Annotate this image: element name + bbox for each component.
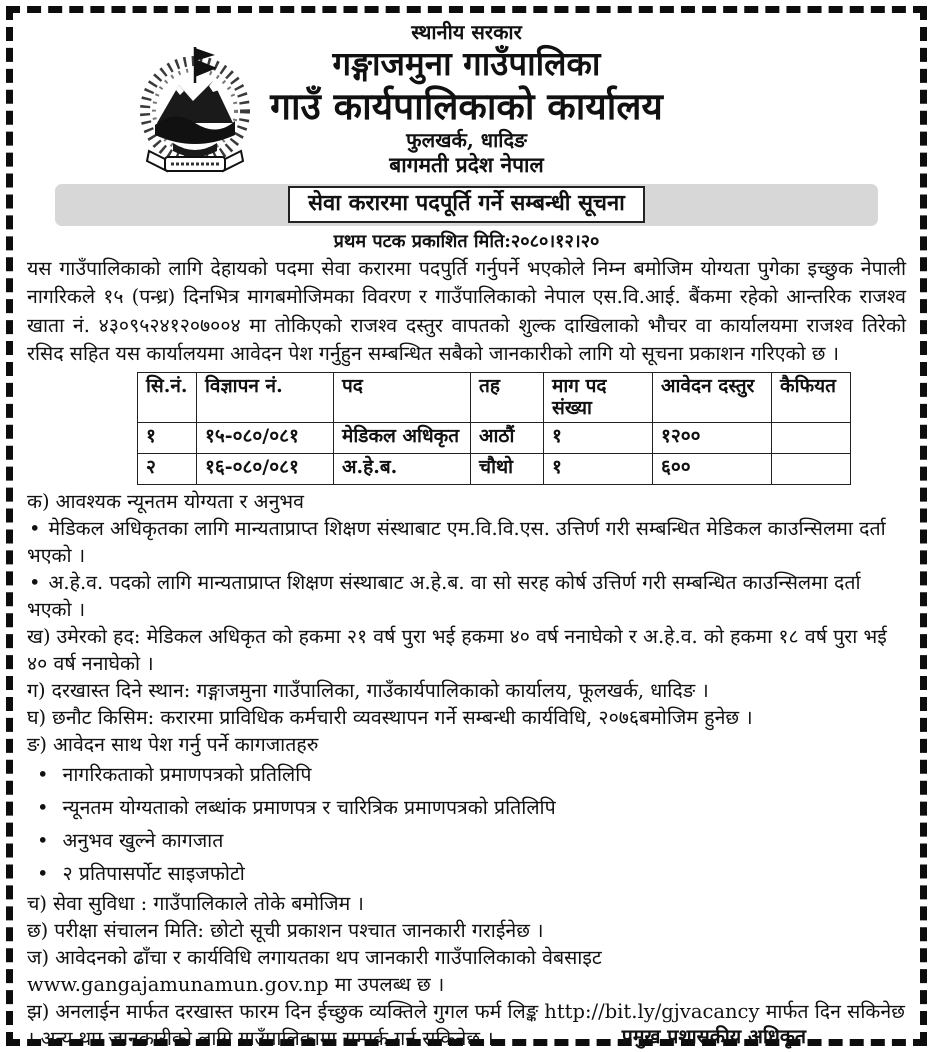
bullet-item bbox=[27, 515, 906, 569]
signature-title: प्रमुख प्रशासकीय अधिकृत bbox=[621, 1025, 806, 1049]
municipality-name: गङ्गाजमुना गाउँपालिका bbox=[332, 44, 601, 83]
table-cell: ६०० bbox=[653, 454, 772, 485]
section-label: झ) bbox=[27, 1000, 50, 1024]
table-cell: १६-०८०/०८१ bbox=[197, 454, 334, 485]
government-label: स्थानीय सरकार bbox=[411, 20, 522, 44]
column-header: कैफियत bbox=[772, 372, 851, 423]
bullet-icon: • bbox=[37, 796, 49, 820]
province-name: बागमती प्रदेश नेपाल bbox=[389, 152, 544, 178]
column-header: विज्ञापन नं. bbox=[197, 372, 334, 423]
table-cell bbox=[772, 423, 851, 454]
section-label: ग) bbox=[27, 679, 46, 703]
section-label: ङ) bbox=[27, 733, 48, 757]
table-cell: १ bbox=[544, 423, 653, 454]
section-label: छ) bbox=[27, 919, 49, 943]
section-line bbox=[27, 704, 906, 731]
section-line bbox=[27, 731, 906, 758]
section-label: च) bbox=[27, 892, 47, 916]
section-text: आवश्यक न्यूनतम योग्यता र अनुभव bbox=[55, 490, 304, 514]
section-line bbox=[27, 944, 906, 998]
publication-date: प्रथम पटक प्रकाशित मिति:२०८०।१२।२० bbox=[333, 230, 600, 252]
notice-title-bar bbox=[55, 184, 878, 226]
section-text: उमेरको हद: मेडिकल अधिकृत को हकमा २१ वर्ष पुरा भई हकमा ४० वर्ष ननाघेको र अ.हे.व. को हकमा १८ वर्ष पुरा भई ४० वर्ष ननाघेको । bbox=[27, 625, 887, 676]
bullet-text: मेडिकल अधिकृतका लागि मान्यताप्राप्त शिक्षण संस्थाबाट एम.वि.वि.एस. उत्तिर्ण गरी सम्बन्धित मेडिकल काउन्सिलमा दर्ता भएको । bbox=[27, 517, 886, 568]
bullet-text: अनुभव खुल्ने कागजात bbox=[62, 829, 224, 853]
table-row bbox=[138, 454, 851, 485]
section-text: आवेदनको ढाँचा र कार्यविधि लगायतका थप जानकारी गाउँपालिकाको वेबसाइट www.gangajamunamun.gov.np मा उपलब्ध छ । bbox=[27, 946, 602, 997]
column-header: सि.नं. bbox=[138, 372, 197, 423]
section-line bbox=[27, 890, 906, 917]
section-text: सेवा सुविधा : गाउँपालिकाले तोके बमोजिम । bbox=[53, 892, 364, 916]
section-text: आवेदन साथ पेश गर्नु पर्ने कागजातहरु bbox=[53, 733, 319, 757]
bullet-text: अ.हे.व. पदको लागि मान्यताप्राप्त शिक्षण संस्थाबाट अ.हे.ब. वा सो सरह कोर्ष उत्तिर्ण गरी सम्बन्धित काउन्सिलमा दर्ता भएको । bbox=[27, 571, 861, 622]
nepal-government-emblem-icon bbox=[131, 39, 259, 181]
notice-title: सेवा करारमा पदपूर्ति गर्ने सम्बन्धी सूचना bbox=[288, 186, 645, 224]
table-cell bbox=[772, 454, 851, 485]
table-cell: २ bbox=[138, 454, 197, 485]
section-label: घ) bbox=[27, 706, 47, 730]
section-text: अनलाईन मार्फत दरखास्त फारम दिन ईच्छुक व्यक्तिले गुगल फर्म लिङ्क http://bit.ly/gjvacancy मार्फत दिन सकिनेछ । अन्य थप जानकारीको लागि गाउँपालिकामा सम्पर्क गर्न सकिनेछ । bbox=[27, 1000, 905, 1051]
section-text: दरखास्त दिने स्थान: गङ्गाजमुना गाउँपालिका, गाउँकार्यपालिकाको कार्यालय, फूलखर्क, धादिङ । bbox=[51, 679, 709, 703]
section-text: परीक्षा संचालन मिति: छोटो सूची प्रकाशन पश्चात जानकारी गराईनेछ । bbox=[54, 919, 544, 943]
bullet-icon: • bbox=[37, 829, 49, 853]
table-cell: १ bbox=[138, 423, 197, 454]
table-header-row bbox=[138, 372, 851, 423]
column-header: आवेदन दस्तुर bbox=[653, 372, 772, 423]
section-line bbox=[27, 677, 906, 704]
bullet-item bbox=[27, 824, 906, 857]
column-header: पद bbox=[334, 372, 471, 423]
bullet-icon: • bbox=[29, 517, 41, 541]
table-cell: आठौं bbox=[471, 423, 544, 454]
bullet-item bbox=[27, 791, 906, 824]
column-header: माग पद संख्या bbox=[544, 372, 653, 423]
bullet-text: न्यूनतम योग्यताको लब्धांक प्रमाणपत्र र चारित्रिक प्रमाणपत्रको प्रतिलिपि bbox=[62, 796, 556, 820]
bullet-text: २ प्रतिपासर्पोट साइजफोटो bbox=[62, 862, 245, 886]
vacancy-table bbox=[137, 372, 851, 486]
bullet-item bbox=[27, 569, 906, 623]
section-label: ख) bbox=[27, 625, 51, 649]
table-cell: अ.हे.ब. bbox=[334, 454, 471, 485]
office-name: गाउँ कार्यपालिकाको कार्यालय bbox=[270, 83, 663, 128]
bullet-text: नागरिकताको प्रमाणपत्रको प्रतिलिपि bbox=[62, 763, 312, 787]
bullet-icon: • bbox=[29, 571, 41, 595]
section-line bbox=[27, 623, 906, 677]
section-line bbox=[27, 488, 906, 515]
bullet-item bbox=[27, 758, 906, 791]
office-address: फुलखर्क, धादिङ bbox=[406, 128, 527, 153]
section-line bbox=[27, 917, 906, 944]
notice-sections bbox=[27, 488, 906, 1052]
bullet-list bbox=[27, 758, 906, 890]
section-label: क) bbox=[27, 490, 50, 514]
bullet-icon: • bbox=[37, 862, 49, 886]
table-cell: १२०० bbox=[653, 423, 772, 454]
table-cell: मेडिकल अधिकृत bbox=[334, 423, 471, 454]
bullet-icon: • bbox=[37, 763, 49, 787]
table-row bbox=[138, 423, 851, 454]
notice-body: यस गाउँपालिकाको लागि देहायको पदमा सेवा करारमा पदपुर्ति गर्नुपर्ने भएकोले निम्न बमोजिम योग्यता पुगेका इच्छुक नेपाली नागरिकले १५ (पन्ध्र) दिनभित्र मागबमोजिमका विवरण र गाउँपालिकाको नेपाल एस.वि.आई. बैंकमा रहेको आन्तरिक राजश्व खाता नं. ४३०९५२४१२०७००४ मा तोकिएको राजश्व दस्तुर वापतको शुल्क दाखिलाको भौचर वा कार्यालयमा राजश्व तिरेको रसिद सहित यस कार्यालयमा आवेदन पेश गर्नुहुन सम्बन्धित सबैको जानकारीको लागि यो सूचना प्रकाशन गरिएको छ । bbox=[27, 256, 906, 366]
column-header: तह bbox=[471, 372, 544, 423]
table-cell: चौथो bbox=[471, 454, 544, 485]
bullet-list bbox=[27, 515, 906, 623]
section-label: ज) bbox=[27, 946, 50, 970]
bullet-item bbox=[27, 857, 906, 890]
table-cell: १५-०८०/०८१ bbox=[197, 423, 334, 454]
notice-page bbox=[6, 6, 927, 1051]
table-cell: १ bbox=[544, 454, 653, 485]
section-text: छनौट किसिम: करारमा प्राविधिक कर्मचारी व्यवस्थापन गर्ने सम्बन्धी कार्यविधि, २०७६बमोजिम हुनेछ । bbox=[52, 706, 753, 730]
